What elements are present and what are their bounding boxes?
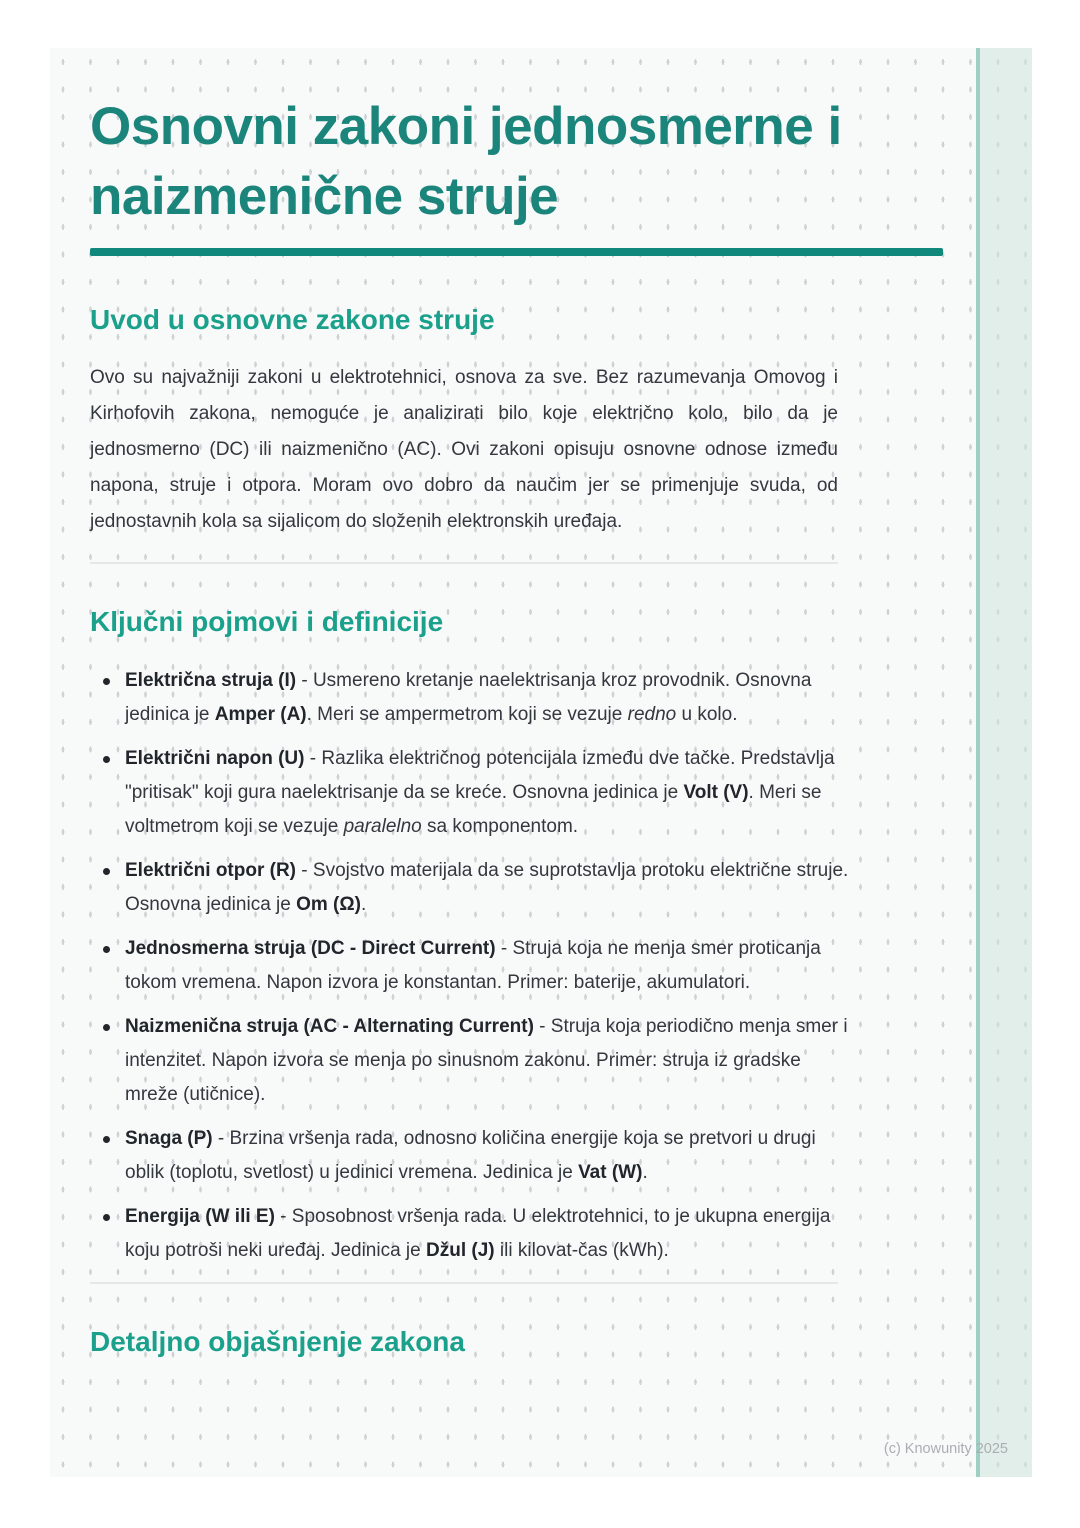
section-heading-terms: Ključni pojmovi i definicije xyxy=(90,606,444,637)
intro-paragraph: Ovo su najvažniji zakoni u elektrotehnici, osnova za sve. Bez razumevanja Omovog i Kirhofovih zakona, nemoguće je analizirati bilo koje električno kolo, bilo da je jednosmerno (DC) ili naizmenično (AC). Ovi zakoni opisuju osnovne odnose između napona, struje i otpora. Moram ovo dobro da naučim jer se primenjuje svuda, od jednostavnih kola sa sijalicom do složenih elektronskih uređaja. xyxy=(90,367,838,532)
section-divider xyxy=(90,562,838,564)
section-heading-detail: Detaljno objašnjenje zakona xyxy=(90,1326,465,1357)
list-item: Snaga (P) - Brzina vršenja rada, odnosno količina energije koja se pretvori u drugi oblik (toplotu, svetlost) u jedinici vremena. Jedinica je Vat (W). xyxy=(90,1122,850,1190)
list-item: Energija (W ili E) - Sposobnost vršenja rada. U elektrotehnici, to je ukupna energija koju potroši neki uređaj. Jedinica je Džul (J) ili kilovat-čas (kWh). xyxy=(90,1200,850,1268)
page-title: Osnovni zakoni jednosmerne i naizmenične struje xyxy=(90,97,842,226)
list-item: Električni napon (U) - Razlika električnog potencijala između dve tačke. Predstavlja "pritisak" koji gura naelektrisanje da se kreće. Osnovna jedinica je Volt (V). Meri se voltmetrom koji se vezuje paralelno sa komponentom. xyxy=(90,742,850,844)
title-underline-rule xyxy=(90,248,943,256)
list-item: Naizmenična struja (AC - Alternating Current) - Struja koja periodično menja smer i intenzitet. Napon izvora se menja po sinusnom zakonu. Primer: struja iz gradske mreže (utičnice). xyxy=(90,1010,850,1112)
section-divider xyxy=(90,1282,838,1284)
mint-margin-stripe xyxy=(976,48,1032,1477)
list-item: Električna struja (I) - Usmereno kretanje naelektrisanja kroz provodnik. Osnovna jedinica je Amper (A). Meri se ampermetrom koji se vezuje redno u kolo. xyxy=(90,664,850,732)
terms-list xyxy=(90,664,850,1268)
list-item: Električni otpor (R) - Svojstvo materijala da se suprotstavlja protoku električne struje. Osnovna jedinica je Om (Ω). xyxy=(90,854,850,922)
copyright-watermark: (c) Knowunity 2025 xyxy=(883,1441,1008,1457)
section-heading-intro: Uvod u osnovne zakone struje xyxy=(90,304,495,335)
list-item: Jednosmerna struja (DC - Direct Current) - Struja koja ne menja smer proticanja tokom vremena. Napon izvora je konstantan. Primer: baterije, akumulatori. xyxy=(90,932,850,1000)
note-content xyxy=(90,92,950,1358)
